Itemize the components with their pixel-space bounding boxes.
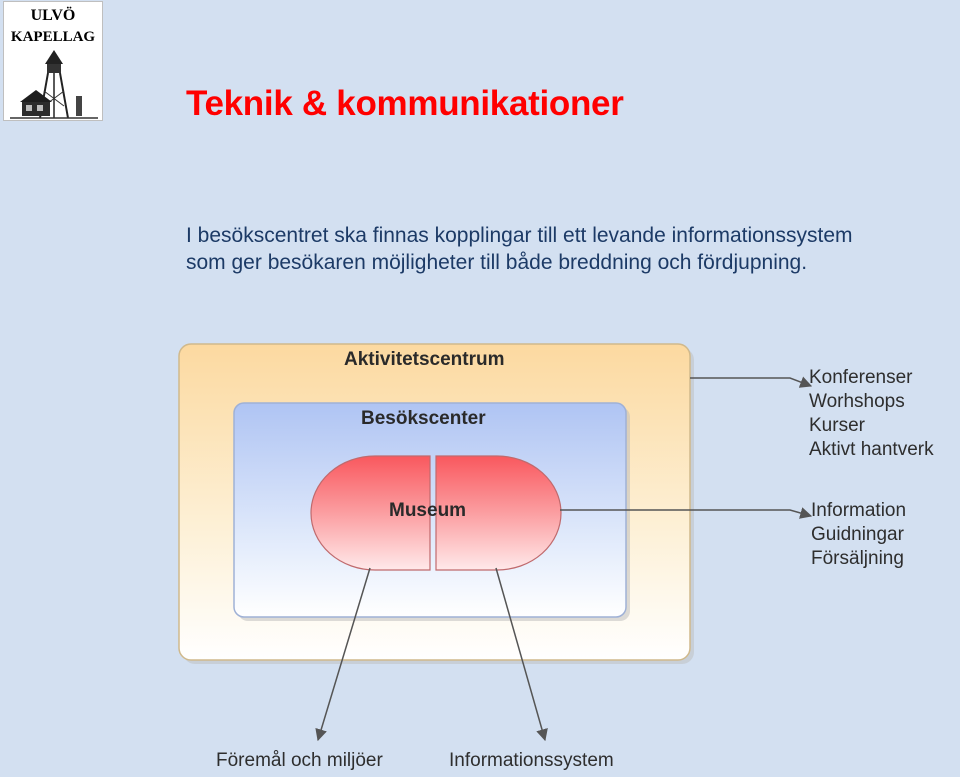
page-title: Teknik & kommunikationer bbox=[186, 84, 624, 123]
list-item: Kurser bbox=[809, 415, 865, 436]
foremal-label: Föremål och miljöer bbox=[216, 750, 383, 771]
list-item: Konferenser bbox=[809, 367, 913, 388]
informationssystem-label: Informationssystem bbox=[449, 750, 614, 771]
list-item: Aktivt hantverk bbox=[809, 439, 934, 460]
intro-line-1: I besökscentret ska finnas kopplingar till ett levande informationssystem bbox=[186, 224, 853, 247]
logo-text-line2: KAPELLAG bbox=[10, 29, 96, 45]
besok-items-list bbox=[811, 499, 906, 571]
logo-text-line1: ULVÖ bbox=[30, 7, 76, 24]
arrow-to-aktivitet-list bbox=[690, 378, 811, 386]
aktivitetscentrum-label: Aktivitetscentrum bbox=[344, 349, 505, 370]
list-item: Information bbox=[811, 500, 907, 521]
aktivitet-items-list bbox=[809, 366, 934, 462]
list-item: Försäljning bbox=[811, 548, 904, 569]
museum-label: Museum bbox=[389, 500, 467, 521]
besokscenter-label: Besökscenter bbox=[361, 408, 486, 429]
list-item: Guidningar bbox=[811, 524, 904, 545]
intro-line-2: som ger besökaren möjligheter till både breddning och fördjupning. bbox=[186, 251, 808, 274]
list-item: Worhshops bbox=[809, 391, 905, 412]
